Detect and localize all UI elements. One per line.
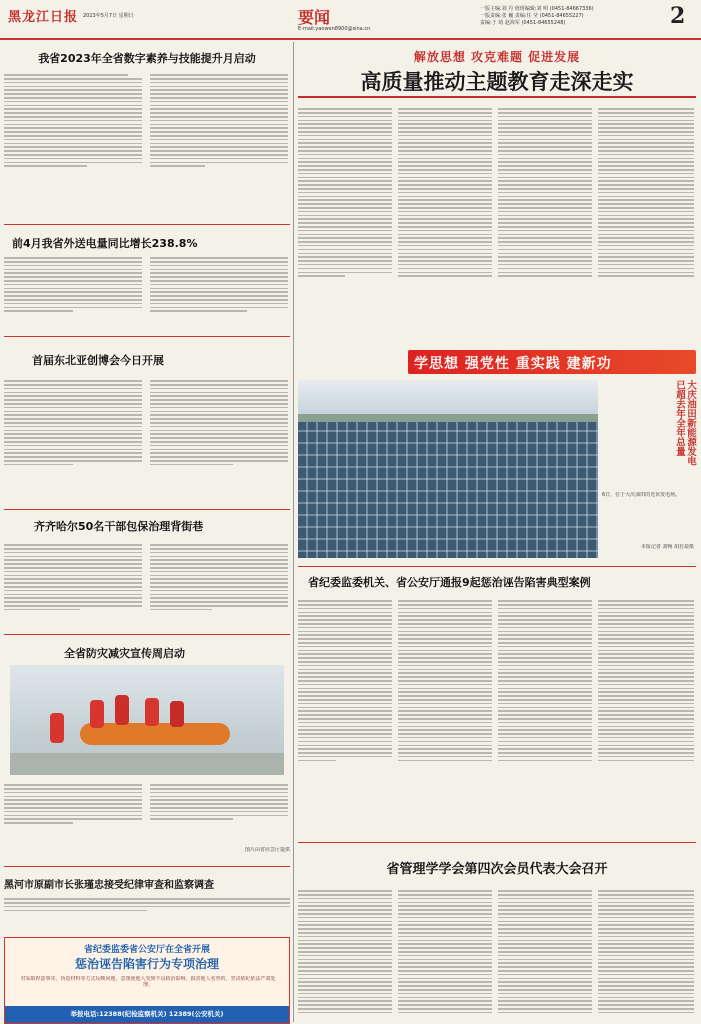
- notice-title-1: 省纪委监委省公安厅在全省开展: [83, 945, 210, 955]
- solar-photo-credit: 本报记者 刘畅 胡若盈摄: [640, 544, 694, 550]
- notice-hotline: 举报电话:12388(纪检监察机关) 12389(公安机关): [70, 1010, 224, 1018]
- page-number: 2: [670, 3, 686, 29]
- section-title: 要闻: [298, 8, 331, 27]
- left-column: [4, 44, 290, 1024]
- slogan-banner: [408, 350, 696, 374]
- masthead-rule: [0, 38, 701, 40]
- article-title: 我省2023年全省数字素养与技能提升月启动: [38, 52, 256, 65]
- anti-false-accusation-notice: [4, 937, 290, 1024]
- photo-caption: 图片由省应急厅提供: [244, 847, 290, 853]
- solar-photo: [298, 380, 598, 558]
- rescue-photo: [10, 665, 284, 775]
- newspaper-logo: 黑龙江日报: [8, 10, 79, 25]
- article-qiqihar: [4, 512, 290, 652]
- bottom-title: 省管理学学会第四次会员代表大会召开: [386, 862, 608, 877]
- main-headline: 高质量推动主题教育走深走实: [360, 69, 634, 94]
- solar-side-panel: [600, 380, 696, 558]
- side-headline: 大庆油田新能源发电已超去年全年总量: [674, 380, 696, 466]
- article-title: 首届东北亚创博会今日开展: [32, 354, 164, 367]
- notice-hotline-bar: [5, 1006, 289, 1023]
- issue-date: 2023年5月7日 星期日: [83, 13, 134, 19]
- case-article: [298, 568, 696, 838]
- case-title: 省纪委监委机关、省公安厅通报9起惩治诬告陷害典型案例: [308, 576, 591, 589]
- main-story: [298, 44, 696, 404]
- article-title: 黑河市原副市长张瑾忠接受纪律审查和监察调查: [4, 880, 214, 891]
- article-disaster-week: [4, 637, 290, 862]
- slogan-text: 学思想 强党性 重实践 建新功: [414, 356, 612, 372]
- article-body: [4, 72, 290, 218]
- masthead: [0, 0, 701, 40]
- editor-info: 一版主编:刘 丹 值班编辑:刘 明 (0451-84667336) 一版责编:张 巍 责编:任 莹 (0451-84655227) 责编:于 琦 赵海军 (0451-84655248): [480, 6, 594, 26]
- section-email: E-mail:yaowen8900@sina.cn: [298, 26, 371, 32]
- article-heihe: [4, 870, 290, 936]
- article-title: 前4月我省外送电量同比增长238.8%: [12, 237, 198, 250]
- article-expo: [4, 340, 290, 505]
- article-power-export: [4, 227, 290, 332]
- notice-body: 对采取捏造事实、伪造材料等方式反映问题，意图使他人受到不良政治影响，损害他人名誉的，坚决依纪依法严肃处理。: [20, 976, 276, 989]
- management-society-article: [298, 844, 696, 1022]
- article-digital-skills: [4, 44, 290, 222]
- main-kicker: 解放思想 攻克难题 促进发展: [413, 50, 581, 64]
- notice-title-2: 惩治诬告陷害行为专项治理: [74, 957, 219, 971]
- article-title: 齐齐哈尔50名干部包保治理背街巷: [34, 520, 204, 533]
- article-title: 全省防灾减灾宣传周启动: [64, 647, 185, 660]
- solar-photo-caption: 6日，位于大庆油田的光伏发电场。: [602, 492, 681, 498]
